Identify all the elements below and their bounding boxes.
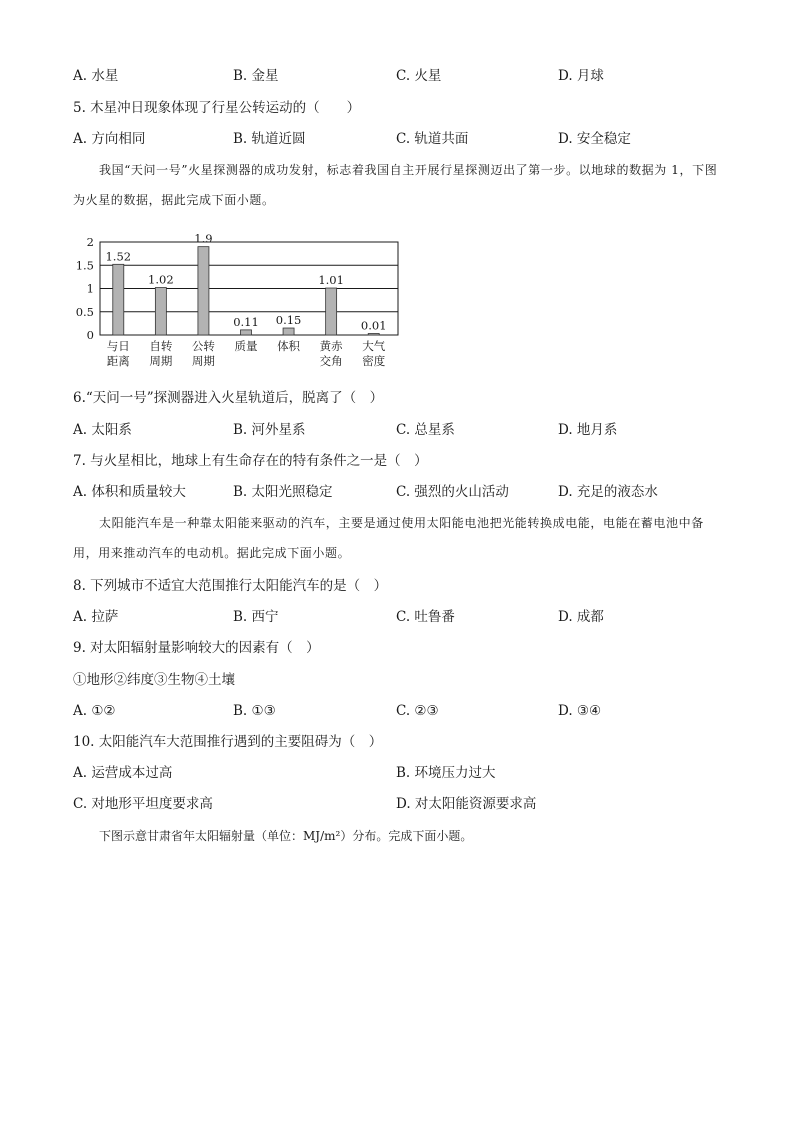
y-tick-label: 1.5	[75, 258, 94, 273]
option-a: A. 水星	[73, 68, 119, 84]
bar	[241, 330, 252, 335]
option-d: D. 安全稳定	[558, 131, 631, 147]
passage-gansu: 下图示意甘肃省年太阳辐射量（单位：MJ/m²）分布。完成下面小题。	[99, 829, 473, 843]
option-c: C. 吐鲁番	[396, 609, 455, 625]
y-tick-label: 0	[86, 328, 94, 342]
x-tick-label: 黄赤	[319, 339, 343, 353]
bar	[368, 334, 379, 336]
question-7-stem: 7. 与火星相比，地球上有生命存在的特有条件之一是（ ）	[73, 453, 428, 469]
option-c: C. 总星系	[396, 422, 455, 438]
x-tick-label: 自转	[149, 339, 173, 353]
mars-earth-ratio-bar-chart	[74, 228, 414, 373]
x-tick-label: 体积	[277, 339, 301, 353]
data-label: 1.52	[105, 249, 132, 264]
option-a: A. ①②	[73, 703, 116, 719]
x-tick-label: 大气	[362, 339, 386, 353]
option-c: C. 对地形平坦度要求高	[73, 796, 213, 812]
option-a: A. 运营成本过高	[73, 765, 173, 781]
option-d: D. 成都	[558, 609, 604, 625]
bar	[155, 288, 166, 335]
x-tick-label: 质量	[234, 339, 258, 353]
question-8-stem: 8. 下列城市不适宜大范围推行太阳能汽车的是（ ）	[73, 578, 388, 594]
option-d: D. ③④	[558, 703, 602, 719]
option-b: B. 环境压力过大	[396, 765, 496, 781]
option-b: B. 西宁	[233, 609, 279, 625]
y-tick-label: 2	[86, 235, 94, 249]
option-b: B. 河外星系	[233, 422, 306, 438]
x-tick-label: 密度	[362, 354, 386, 368]
x-tick-label: 交角	[319, 354, 343, 368]
option-c: C. 火星	[396, 68, 442, 84]
option-a: A. 方向相同	[73, 131, 146, 147]
bar	[113, 264, 124, 335]
bar	[283, 328, 294, 335]
question-5-stem: 5. 木星冲日现象体现了行星公转运动的（ ）	[73, 100, 361, 116]
option-d: D. 对太阳能资源要求高	[396, 796, 537, 812]
question-10-stem: 10. 太阳能汽车大范围推行遇到的主要阻碍为（ ）	[73, 734, 383, 750]
option-d: D. 月球	[558, 68, 604, 84]
y-tick-label: 0.5	[75, 304, 94, 319]
data-label: 1.02	[148, 272, 174, 287]
option-a: A. 太阳系	[73, 422, 132, 438]
data-label: 1.01	[318, 273, 344, 288]
option-c: C. ②③	[396, 703, 439, 719]
passage-mars: 我国“天问一号”火星探测器的成功发射，标志着我国自主开展行星探测迈出了第一步。以地球的数据为 1，下图为火星的数据，据此完成下面小题。	[73, 163, 718, 207]
option-c: C. 轨道共面	[396, 131, 469, 147]
question-6-stem: 6.“天问一号”探测器进入火星轨道后，脱离了（ ）	[73, 390, 384, 406]
option-a: A. 拉萨	[73, 609, 119, 625]
passage-solar-car: 太阳能汽车是一种靠太阳能来驱动的汽车，主要是通过使用太阳能电池把光能转换成电能，电能在蓄电池中备用，用来推动汽车的电动机。据此完成下面小题。	[73, 516, 704, 560]
option-b: B. 太阳光照稳定	[233, 484, 333, 500]
x-tick-label: 距离	[106, 354, 130, 368]
option-d: D. 地月系	[558, 422, 618, 438]
option-c: C. 强烈的火山活动	[396, 484, 509, 500]
x-tick-label: 与日	[106, 339, 130, 353]
data-label: 1.9	[194, 231, 213, 246]
data-label: 0.11	[233, 314, 259, 329]
option-b: B. 轨道近圆	[233, 131, 306, 147]
data-label: 0.15	[275, 313, 302, 328]
data-label: 0.01	[360, 318, 387, 333]
option-d: D. 充足的液态水	[558, 484, 658, 500]
x-tick-label: 周期	[149, 354, 173, 368]
question-9-stem: 9. 对太阳辐射量影响较大的因素有（ ）	[73, 640, 320, 656]
x-tick-label: 公转	[191, 339, 215, 353]
bar	[198, 247, 209, 335]
y-tick-label: 1	[86, 281, 94, 296]
x-tick-label: 周期	[191, 354, 215, 368]
option-a: A. 体积和质量较大	[73, 484, 186, 500]
option-b: B. 金星	[233, 68, 279, 84]
question-9-items: ①地形②纬度③生物④土壤	[73, 672, 235, 688]
bar	[326, 288, 337, 335]
option-b: B. ①③	[233, 703, 276, 719]
